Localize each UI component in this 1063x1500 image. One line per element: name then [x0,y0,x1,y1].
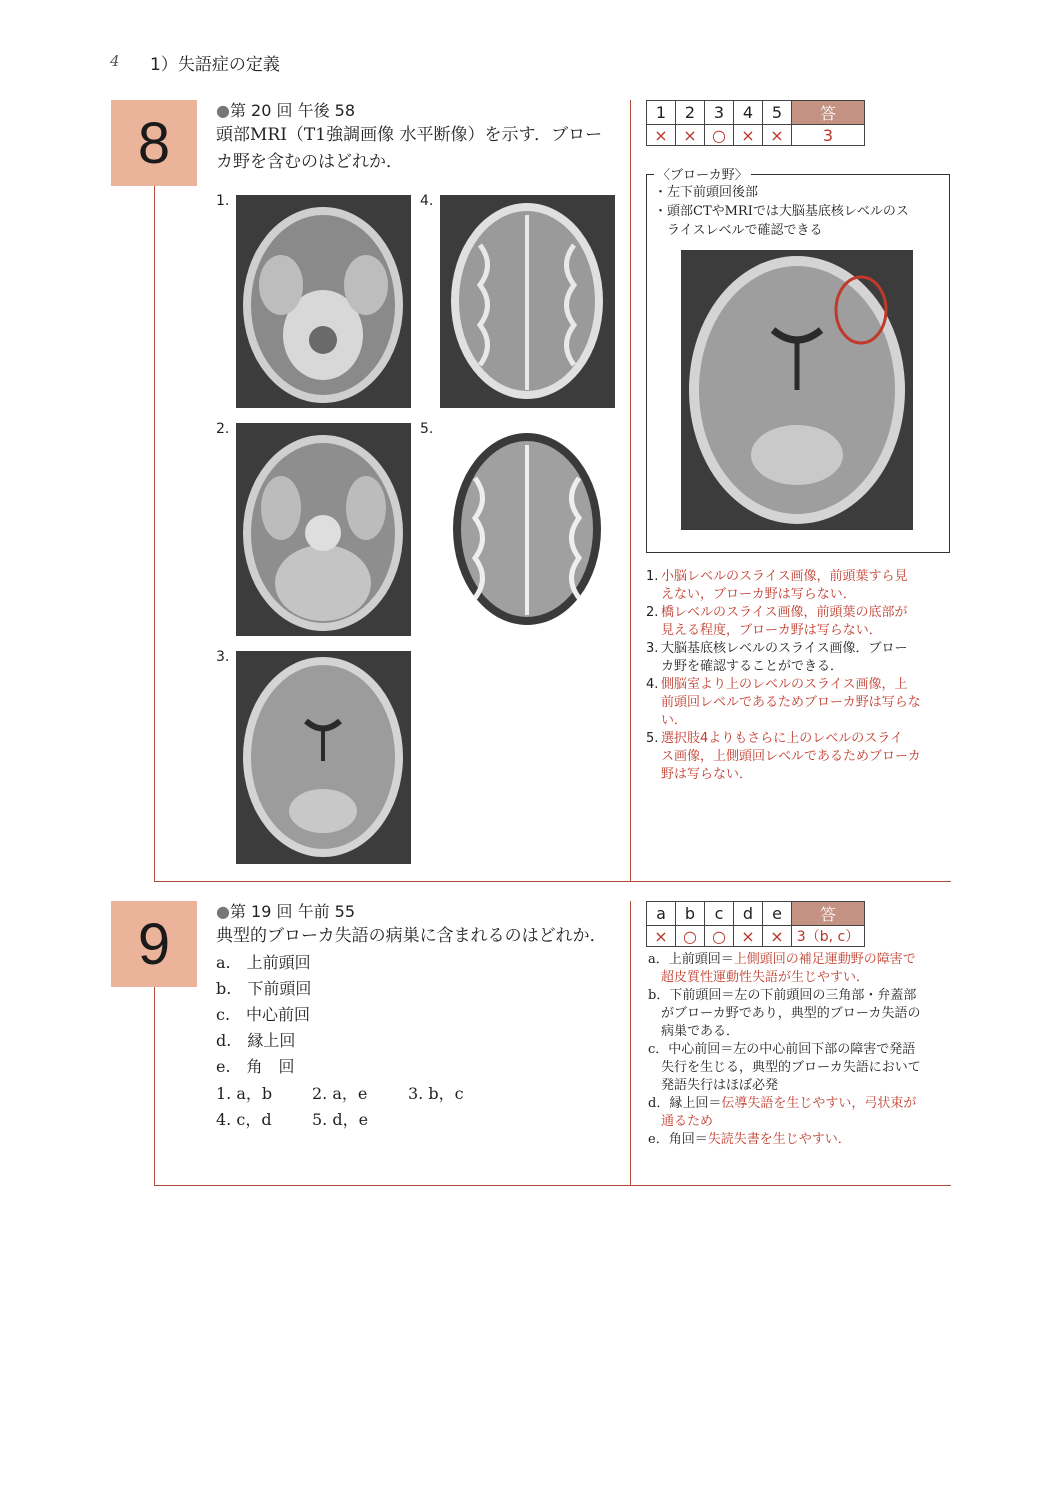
mri-brain-icon [236,195,411,408]
mri-brain-icon [440,195,615,408]
explanation-item [646,640,950,676]
image-label-4: 4. [420,193,434,209]
explanation-line: カ野を確認することができる． [661,659,844,674]
option-item: d. 縁上回 [216,1031,296,1050]
explanation-list [646,568,950,784]
broca-box-line: ライスレベルで確認できる [654,223,823,238]
option-item: a. 上前頭回 [216,953,311,972]
section-rule-left [154,186,155,881]
mri-brain-icon [236,423,411,636]
section-rule-middle [630,100,631,881]
image-label-3: 3. [216,649,230,665]
mri-image-2 [236,423,411,636]
question-line: 頭部MRI（T1強調画像 水平断像）を示す．ブロー [216,125,603,145]
explanation-item [648,1131,950,1149]
question-number-badge: 8 [111,100,197,186]
explanation-line: 病巣である． [661,1024,740,1039]
answer-header-cell: 5 [763,101,792,125]
explanation-line: 大脳基底核レベルのスライス画像．ブロー [661,641,908,656]
explanation-item [648,1041,950,1095]
answer-mark: × [647,125,676,146]
explanation-line: がブローカ野であり，典型的ブローカ失語の [661,1006,921,1021]
answer-header-cell: 1 [647,101,676,125]
explanation-highlight: 上側頭回の補足運動野の障害で [733,952,916,967]
explanation-item [646,730,950,784]
answer-header-label: 答 [792,902,865,926]
explanation-line: 野は写らない． [661,767,753,782]
answer-header-label: 答 [792,101,865,125]
answer-header-cell: 3 [705,101,734,125]
answer-header-cell: 2 [676,101,705,125]
question-text: 典型的ブローカ失語の病巣に含まれるのはどれか． [216,926,607,946]
section-rule-bottom [154,1185,951,1186]
explanation-line: 通るため [661,1114,714,1129]
explanation-line: い． [661,713,688,728]
explanation-line: 橋レベルのスライス画像，前頭葉の底部が [661,605,908,620]
explanation-item [648,951,950,987]
explanation-prefix: b．下前頭回＝左の下前頭回の三角部・弁蓋部 [648,988,917,1003]
choice-item: 1. a，b [216,1084,273,1103]
exam-reference [216,98,355,121]
mri-brain-icon [236,651,411,864]
broca-box-line: ・左下前頭回後部 [654,185,759,200]
option-item: c. 中心前回 [216,1005,311,1024]
explanation-number: 1. [646,569,659,584]
broca-mri-image [681,250,913,530]
explanation-line: 前頭回レベルであるためブローカ野は写らな [661,695,921,710]
explanation-line: 側脳室より上のレベルのスライス画像，上 [661,677,908,692]
question-line: カ野を含むのはどれか． [216,152,403,172]
answer-table [646,100,865,146]
mri-brain-icon [440,423,615,636]
explanation-prefix: e．角回＝ [648,1132,708,1147]
explanation-line: えない，ブローカ野は写らない． [661,587,856,602]
broca-box-line: ・頭部CTやMRIでは大脳基底核レベルのス [654,204,909,219]
option-item: b. 下前頭回 [216,979,312,998]
choice-item: 3. b，c [408,1084,464,1103]
choice-item: 5. d，e [312,1110,369,1129]
answer-mark: ○ [705,926,734,947]
exam-reference-text: 第 19 回 午前 55 [229,902,356,921]
explanation-highlight: 失読失書を生じやすい． [707,1132,851,1147]
question-number-badge: 9 [111,901,197,987]
explanation-number: 3. [646,641,659,656]
explanation-number: 5. [646,731,659,746]
section-rule-bottom [154,881,951,882]
answer-mark: × [734,926,763,947]
mri-image-5 [440,423,615,636]
explanation-prefix: c．中心前回＝左の中心前回下部の障害で発語 [648,1042,916,1057]
explanation-highlight: 伝導失語を生じやすい，弓状束が [721,1096,917,1111]
explanation-item [646,676,950,730]
explanation-line: 小脳レベルのスライス画像，前頭葉すら見 [661,569,908,584]
answer-mark: × [676,125,705,146]
broca-box-text [654,183,909,240]
answer-header-cell: b [676,902,705,926]
explanation-number: 2. [646,605,659,620]
explanation-line: ス画像，上側頭回レベルであるためブローカ [661,749,921,764]
answer-mark: × [763,125,792,146]
explanation-item [648,987,950,1041]
answer-mark: × [763,926,792,947]
answer-mark: ○ [705,125,734,146]
choice-item: 4. c，d [216,1110,272,1129]
explanation-item [648,1095,950,1131]
explanation-list [648,951,950,1149]
broca-box-title: 〈ブローカ野〉 [654,164,751,183]
section-rule-left [154,987,155,1185]
answer-mark: × [734,125,763,146]
explanation-prefix: a．上前頭回＝ [648,952,734,967]
exam-reference [216,899,355,922]
bullet-icon: ● [216,902,230,921]
choice-list [216,1081,504,1133]
explanation-number: 4. [646,677,659,692]
answer-header-cell: a [647,902,676,926]
explanation-line: 失行を生じる，典型的ブローカ失語において [661,1060,921,1075]
explanation-line: 発語失行はほぼ必発 [661,1078,779,1093]
mri-image-4 [440,195,615,408]
answer-value: 3（b, c） [792,926,865,947]
answer-header-cell: c [705,902,734,926]
image-label-5: 5. [420,421,434,437]
bullet-icon: ● [216,101,230,120]
chapter-title: 1）失語症の定義 [150,55,280,75]
answer-mark: × [647,926,676,947]
mri-brain-icon [681,250,913,530]
exam-reference-text: 第 20 回 午後 58 [229,101,356,120]
choice-item: 2. a，e [312,1084,368,1103]
answer-table [646,901,865,947]
mri-image-1 [236,195,411,408]
explanation-item [646,604,950,640]
answer-header-cell: e [763,902,792,926]
option-item: e. 角 回 [216,1057,295,1076]
answer-value: 3 [792,125,865,146]
answer-header-cell: d [734,902,763,926]
explanation-item [646,568,950,604]
image-label-2: 2. [216,421,230,437]
explanation-line: 超皮質性運動性失語が生じやすい． [661,970,870,985]
mri-image-3 [236,651,411,864]
answer-header-cell: 4 [734,101,763,125]
explanation-prefix: d．縁上回＝ [648,1096,722,1111]
option-list [216,950,311,1080]
answer-mark: ○ [676,926,705,947]
page-number: 4 [110,52,120,70]
section-rule-middle [630,901,631,1185]
explanation-line: 選択肢4よりもさらに上のレベルのスライ [661,731,903,746]
explanation-line: 見える程度，ブローカ野は写らない． [661,623,882,638]
question-text [216,122,602,176]
image-label-1: 1. [216,193,230,209]
